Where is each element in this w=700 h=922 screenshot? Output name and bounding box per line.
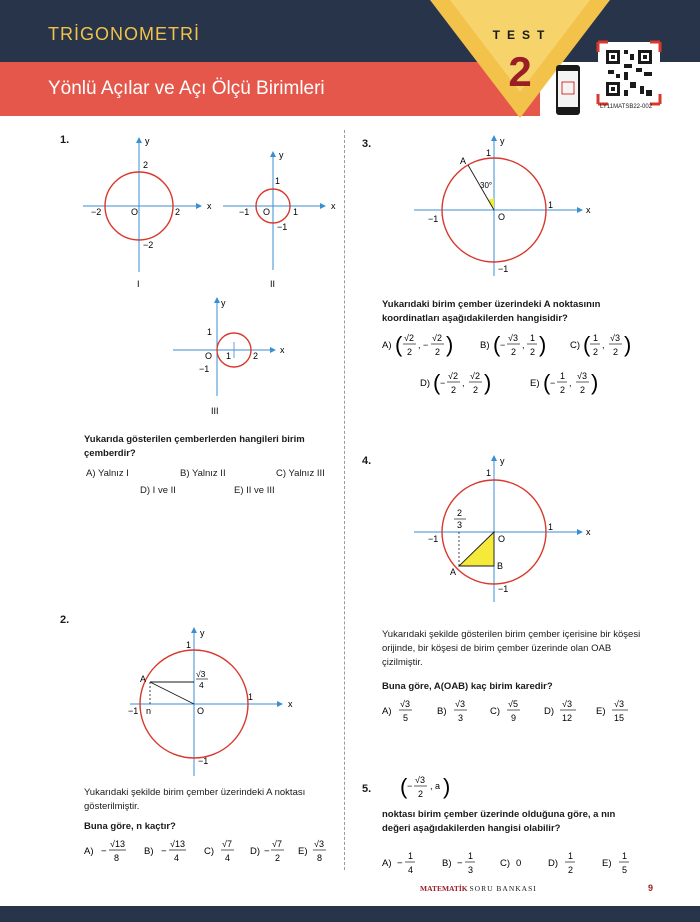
svg-text:√5: √5	[508, 699, 518, 709]
footer-bar	[0, 906, 700, 922]
svg-text:D): D)	[548, 858, 559, 869]
svg-text:−: −	[457, 858, 463, 869]
svg-text:1: 1	[548, 522, 554, 532]
c1-axis-y: y	[145, 136, 150, 146]
c1-tick-left: −2	[91, 207, 102, 217]
svg-text:C): C)	[570, 340, 581, 351]
svg-text:−: −	[550, 378, 556, 388]
svg-text:8: 8	[317, 853, 323, 863]
svg-text:√3: √3	[562, 699, 572, 709]
svg-text:2: 2	[511, 347, 517, 357]
svg-text:): )	[539, 332, 547, 357]
svg-text:A): A)	[382, 340, 392, 351]
section-subtitle: Yönlü Açılar ve Açı Ölçü Birimleri	[48, 78, 325, 99]
c2-tick-right: 1	[293, 207, 299, 217]
svg-text:5: 5	[622, 865, 628, 875]
svg-text:): )	[484, 370, 492, 395]
q4-axis-x: x	[586, 527, 591, 537]
q3-number: 3.	[362, 138, 372, 150]
q4-option-d[interactable]	[544, 699, 576, 723]
svg-text:C): C)	[204, 846, 215, 857]
svg-text:2: 2	[568, 865, 574, 875]
c3-tick-right: 2	[253, 351, 259, 361]
q2-axis-x: x	[288, 699, 293, 709]
svg-text:C): C)	[500, 858, 511, 869]
svg-text:2: 2	[560, 385, 566, 395]
c1-tick-right: 2	[175, 207, 181, 217]
q3-option-a[interactable]	[382, 332, 453, 357]
c3-label: III	[211, 406, 219, 416]
svg-text:, −: , −	[418, 340, 429, 350]
svg-text:1: 1	[560, 371, 566, 381]
q4-origin: O	[498, 534, 506, 544]
q2-axis-y: y	[200, 628, 205, 638]
svg-text:√3: √3	[314, 839, 324, 849]
q3-axis-x: x	[586, 205, 591, 215]
svg-text:(: (	[493, 332, 501, 357]
svg-text:−1: −1	[428, 214, 439, 224]
svg-text:1: 1	[186, 640, 192, 650]
svg-text:√13: √13	[110, 839, 125, 849]
svg-text:4: 4	[225, 853, 231, 863]
svg-text:1: 1	[408, 851, 414, 861]
svg-text:2: 2	[275, 853, 281, 863]
svg-text:√3: √3	[577, 371, 587, 381]
svg-text:√3: √3	[508, 333, 518, 343]
qr-code-icon	[598, 42, 660, 104]
q1-number: 1.	[60, 134, 70, 146]
svg-text:): )	[624, 332, 632, 357]
svg-text:D): D)	[250, 846, 261, 857]
chapter-title: TRİGONOMETRİ	[48, 24, 200, 44]
c1-origin: O	[131, 207, 139, 217]
svg-text:B): B)	[437, 706, 447, 717]
svg-text:B): B)	[144, 846, 154, 857]
svg-text:2: 2	[407, 347, 413, 357]
svg-text:9: 9	[511, 713, 517, 723]
q3-angle: 30°	[480, 181, 493, 190]
c3-tick-mid: 1	[226, 351, 232, 361]
svg-text:1: 1	[486, 468, 492, 478]
svg-text:1: 1	[593, 333, 599, 343]
page-footer	[0, 874, 700, 922]
svg-text:): )	[443, 774, 451, 799]
c1-tick-top: 2	[143, 160, 149, 170]
q4-option-a[interactable]	[382, 699, 412, 723]
svg-text:): )	[591, 370, 599, 395]
c2-tick-top: 1	[275, 176, 281, 186]
svg-text:B): B)	[442, 858, 452, 869]
q2-point-n: n	[146, 706, 152, 716]
q4-option-c[interactable]	[490, 699, 520, 723]
svg-text:√3: √3	[455, 699, 465, 709]
c2-label: II	[270, 279, 276, 289]
svg-text:,: ,	[522, 340, 525, 350]
svg-text:2: 2	[435, 347, 441, 357]
c1-axis-x: x	[207, 201, 212, 211]
q2-option-c[interactable]	[204, 839, 234, 863]
q1-option-e[interactable]: E) II ve III	[234, 485, 275, 496]
c1-label: I	[137, 279, 140, 289]
svg-text:,: ,	[462, 378, 465, 388]
q4-point-a: A	[450, 567, 457, 577]
svg-text:√3: √3	[400, 699, 410, 709]
q5-option-c[interactable]	[500, 858, 521, 869]
page-header	[0, 0, 700, 118]
svg-text:1: 1	[248, 692, 254, 702]
svg-text:(: (	[543, 370, 551, 395]
svg-text:E): E)	[602, 858, 612, 869]
svg-text:8: 8	[114, 853, 120, 863]
q2-text2: Buna göre, n kaçtır?	[84, 821, 176, 832]
q3-text: Yukarıdaki birim çember üzerindeki A noktasının koordinatları aşağıdakilerden hangisidir?	[382, 299, 601, 324]
svg-text:−1: −1	[498, 584, 509, 594]
page-number: 9	[648, 883, 654, 893]
q3-option-e[interactable]	[530, 370, 598, 395]
svg-text:−: −	[397, 858, 403, 869]
svg-text:(: (	[395, 332, 403, 357]
c1-tick-bottom: −2	[143, 240, 154, 250]
q1-option-a[interactable]: A) Yalnız I	[86, 468, 129, 479]
phone-icon	[555, 64, 581, 116]
svg-text:(: (	[583, 332, 591, 357]
q4-point-b: B	[497, 561, 504, 571]
q4-text2: Buna göre, A(OAB) kaç birim karedir?	[382, 681, 553, 692]
circle-I	[83, 136, 212, 289]
svg-text:B): B)	[480, 340, 490, 351]
q2-figure	[110, 622, 300, 782]
footer-brand: MATEMATİK SORU BANKASI	[420, 884, 537, 893]
svg-text:√2: √2	[470, 371, 480, 381]
svg-text:√3: √3	[614, 699, 624, 709]
q3-axis-y: y	[500, 136, 505, 146]
c2-tick-bottom: −1	[277, 222, 288, 232]
q2-option-b[interactable]	[144, 839, 186, 863]
svg-text:12: 12	[562, 713, 573, 723]
circle-II	[223, 150, 336, 289]
c2-axis-y: y	[279, 150, 284, 160]
svg-text:√7: √7	[222, 839, 232, 849]
q4-option-b[interactable]	[437, 699, 467, 723]
q1-figure	[75, 130, 335, 420]
q5-number: 5.	[362, 783, 372, 795]
svg-text:2: 2	[613, 347, 619, 357]
svg-text:3: 3	[468, 865, 474, 875]
test-label: TEST	[492, 28, 552, 42]
svg-text:−: −	[161, 846, 167, 857]
q2-options	[84, 836, 344, 868]
svg-text:1: 1	[548, 200, 554, 210]
c2-tick-left: −1	[239, 207, 250, 217]
svg-text:A): A)	[84, 846, 94, 857]
q3-options	[382, 328, 646, 400]
q5-option-b[interactable]	[442, 851, 475, 875]
c3-tick-bottom: −1	[199, 364, 210, 374]
svg-text:2: 2	[473, 385, 479, 395]
q2-sqrt3: √3	[196, 669, 206, 679]
svg-text:A): A)	[382, 858, 392, 869]
q3-point-a: A	[460, 156, 467, 166]
q4-frac-num: 2	[457, 508, 463, 518]
svg-text:4: 4	[408, 865, 414, 875]
svg-text:A): A)	[382, 706, 392, 717]
svg-text:E): E)	[298, 846, 308, 857]
q2-den: 4	[199, 680, 204, 690]
c3-axis-x: x	[280, 345, 285, 355]
q5-option-a[interactable]	[382, 851, 415, 875]
test-number: 2	[508, 48, 532, 95]
svg-text:√7: √7	[272, 839, 282, 849]
q1-option-d[interactable]: D) I ve II	[140, 485, 176, 496]
q4-options	[382, 696, 646, 728]
q4-number: 4.	[362, 455, 372, 467]
q4-frac-den: 3	[457, 520, 463, 530]
q2-option-a[interactable]	[84, 839, 126, 863]
svg-text:1: 1	[568, 851, 574, 861]
svg-text:√2: √2	[448, 371, 458, 381]
svg-text:−: −	[440, 378, 446, 388]
svg-text:1: 1	[486, 148, 492, 158]
qr-code-id: LY11MATSB22-002	[600, 104, 653, 110]
q5-option-d[interactable]	[548, 851, 575, 875]
svg-text:D): D)	[544, 706, 555, 717]
svg-text:−: −	[407, 781, 413, 791]
svg-text:√3: √3	[610, 333, 620, 343]
svg-text:2: 2	[418, 789, 424, 799]
q3-figure	[410, 132, 590, 282]
svg-text:, a: , a	[430, 781, 441, 791]
svg-text:E): E)	[596, 706, 606, 717]
svg-text:−1: −1	[428, 534, 439, 544]
q4-axis-y: y	[500, 456, 505, 466]
svg-text:√2: √2	[432, 333, 442, 343]
q3-option-d[interactable]	[420, 370, 491, 395]
svg-text:−1: −1	[198, 756, 209, 766]
svg-text:1: 1	[468, 851, 474, 861]
svg-text:2: 2	[451, 385, 457, 395]
svg-text:0: 0	[516, 858, 522, 869]
q2-origin: O	[197, 706, 205, 716]
svg-text:,: ,	[569, 378, 572, 388]
svg-text:C): C)	[490, 706, 501, 717]
q2-option-d[interactable]	[250, 839, 284, 863]
svg-text:−1: −1	[498, 264, 509, 274]
svg-text:E): E)	[530, 378, 540, 389]
q2-point-a: A	[140, 674, 147, 684]
svg-text:2: 2	[580, 385, 586, 395]
svg-text:−: −	[500, 340, 506, 350]
q4-option-e[interactable]	[596, 699, 628, 723]
svg-text:(: (	[433, 370, 441, 395]
q5-text: noktası birim çember üzerinde olduğuna göre, a nın değeri aşağıdakilerden hangisi olabilir?	[382, 809, 616, 834]
svg-text:√3: √3	[415, 775, 425, 785]
q1-option-b[interactable]: B) Yalnız II	[180, 468, 226, 479]
q4-text1: Yukarıdaki şekilde gösterilen birim çember içerisine bir köşesi orijinde, bir köşesi de birim çember üzerinde olan OAB çizilmiştir.	[382, 629, 641, 668]
circle-III	[173, 298, 285, 416]
svg-text:D): D)	[420, 378, 431, 389]
q5-point	[400, 772, 460, 806]
q1-text: Yukarıda gösterilen çemberlerden hangileri birim çemberdir?	[84, 434, 305, 459]
svg-text:2: 2	[593, 347, 599, 357]
c2-origin: O	[263, 207, 271, 217]
svg-text:√2: √2	[404, 333, 414, 343]
c2-axis-x: x	[331, 201, 336, 211]
svg-text:−1: −1	[128, 706, 139, 716]
svg-text:5: 5	[403, 713, 409, 723]
svg-text:1: 1	[622, 851, 628, 861]
svg-text:4: 4	[174, 853, 180, 863]
svg-text:√13: √13	[170, 839, 185, 849]
column-divider	[344, 130, 345, 870]
q2-text1: Yukarıdaki şekilde birim çember üzerindeki A noktası gösterilmiştir.	[84, 787, 306, 812]
svg-text:(: (	[400, 774, 408, 799]
q5-option-e[interactable]	[602, 851, 629, 875]
svg-text:1: 1	[530, 333, 536, 343]
svg-text:): )	[446, 332, 454, 357]
q4-figure	[410, 452, 590, 608]
q2-option-e[interactable]	[298, 839, 326, 863]
c3-tick-top: 1	[207, 327, 213, 337]
svg-text:,: ,	[602, 340, 605, 350]
svg-text:−: −	[264, 846, 270, 857]
svg-text:3: 3	[458, 713, 464, 723]
c3-origin: O	[205, 351, 213, 361]
q1-option-c[interactable]: C) Yalnız III	[276, 468, 325, 479]
svg-text:2: 2	[530, 347, 536, 357]
svg-text:−: −	[101, 846, 107, 857]
svg-text:15: 15	[614, 713, 625, 723]
q2-number: 2.	[60, 614, 70, 626]
q3-option-c[interactable]	[570, 332, 631, 357]
c3-axis-y: y	[221, 298, 226, 308]
q3-origin: O	[498, 212, 506, 222]
q3-option-b[interactable]	[480, 332, 546, 357]
